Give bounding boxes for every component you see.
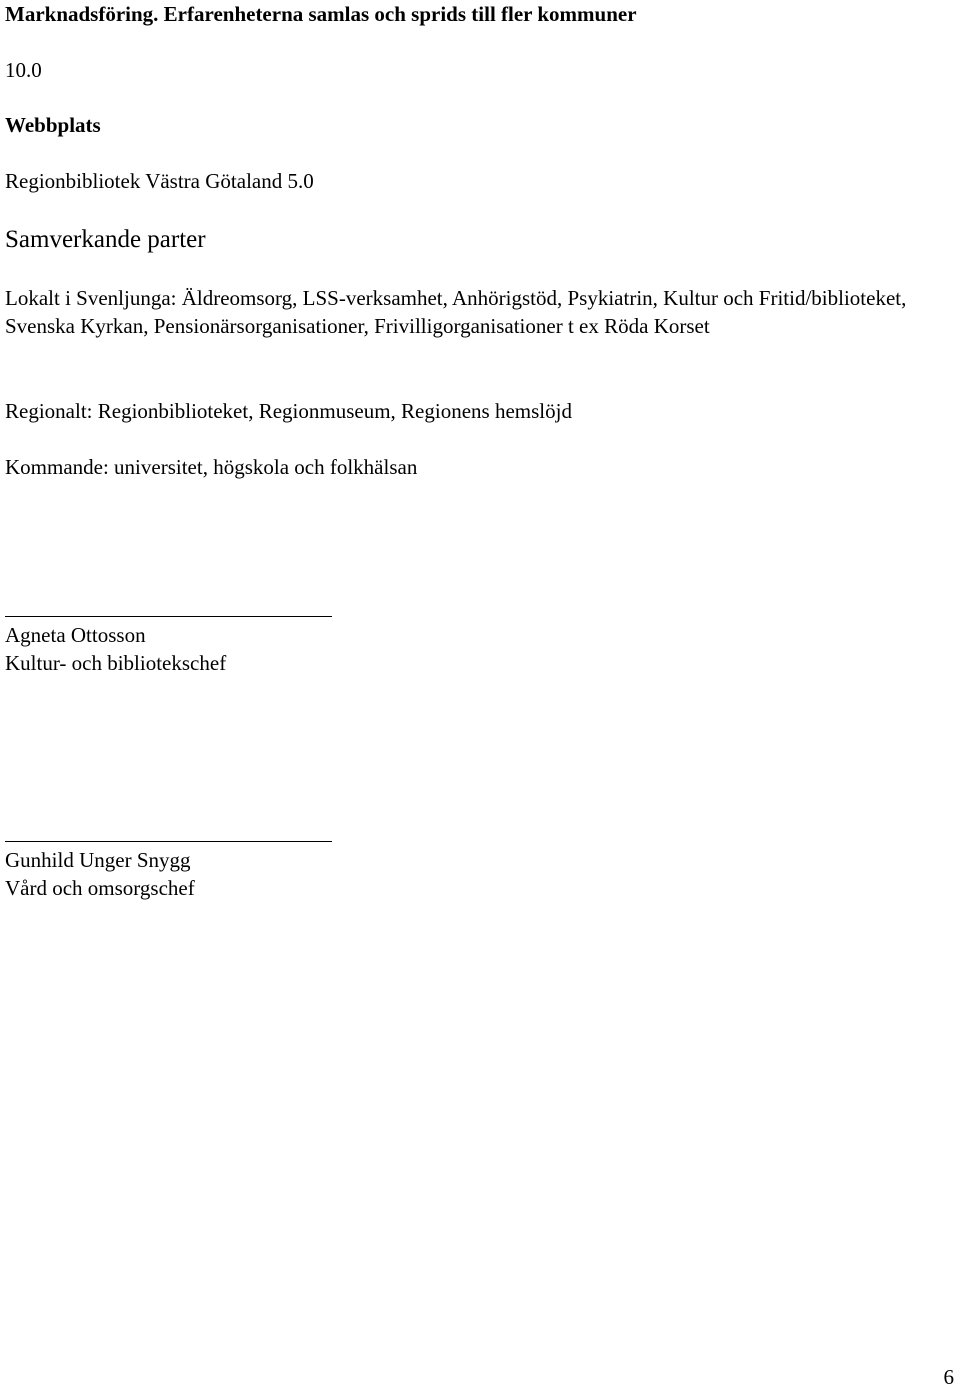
upcoming-partners-line: Kommande: universitet, högskola och folkhälsan [5, 455, 418, 479]
website-label: Webbplats [5, 113, 101, 137]
page-number: 6 [943, 1365, 954, 1389]
website-entry: Regionbibliotek Västra Götaland 5.0 [5, 169, 314, 193]
section-title-partners: Samverkande parter [5, 226, 206, 253]
signatory-name-2: Gunhild Unger Snygg [5, 848, 191, 872]
signature-line-1 [5, 616, 332, 617]
signatory-title-1: Kultur- och bibliotekschef [5, 651, 227, 675]
section-heading-marketing: Marknadsföring. Erfarenheterna samlas och sprids till fler kommuner [5, 2, 637, 26]
regional-partners-line: Regionalt: Regionbiblioteket, Regionmuseum, Regionens hemslöjd [5, 399, 572, 423]
signatory-title-2: Vård och omsorgschef [5, 876, 195, 900]
local-partners-paragraph: Lokalt i Svenljunga: Äldreomsorg, LSS-verksamhet, Anhörigstöd, Psykiatrin, Kultur och Fritid/biblioteket, Svenska Kyrkan, Pensionärsorganisationer, Frivilligorganisationer t ex Röda Korset [5, 286, 907, 338]
version-number: 10.0 [5, 58, 42, 82]
signature-line-2 [5, 841, 332, 842]
signatory-name-1: Agneta Ottosson [5, 623, 146, 647]
